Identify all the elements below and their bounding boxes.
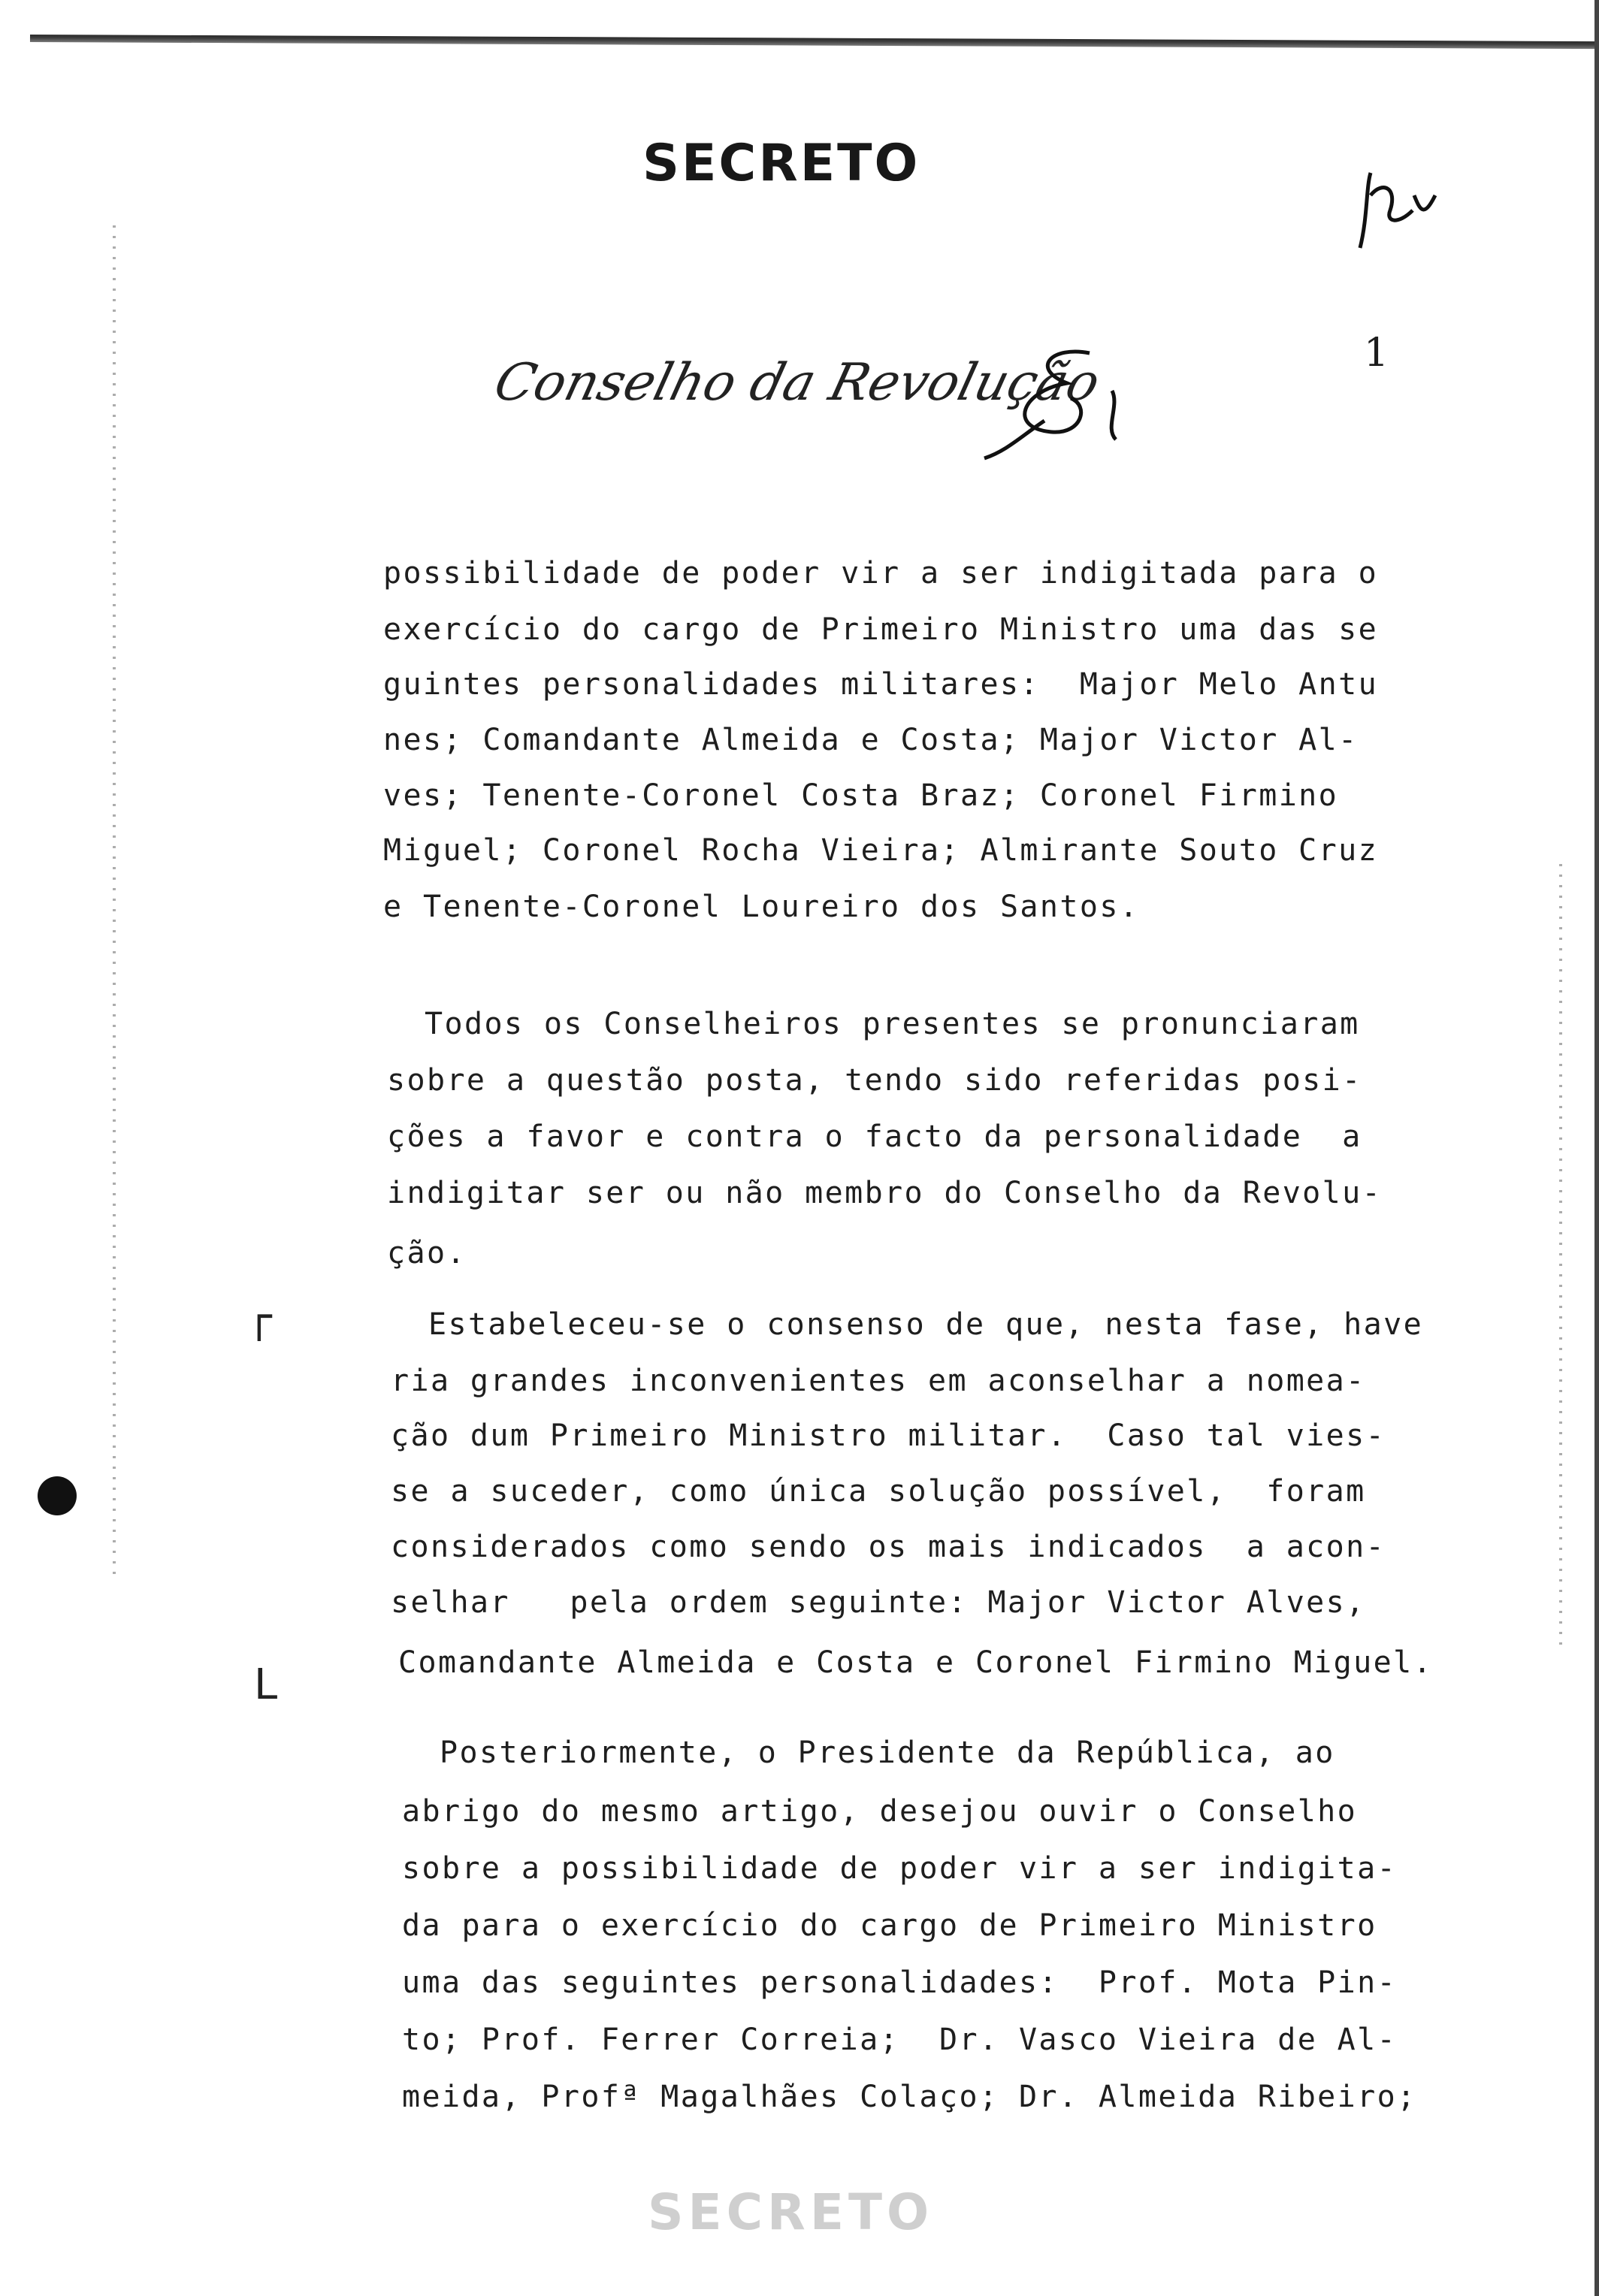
body-text-line: ves; Tenente-Coronel Costa Braz; Coronel Firmino [383,778,1339,813]
margin-bracket-close: L [254,1660,278,1709]
body-text-line: uma das seguintes personalidades: Prof. Mota Pin- [402,1965,1398,2000]
body-text-line: ria grandes inconvenientes em aconselhar a nomea- [391,1364,1366,1398]
body-text-line: da para o exercício do cargo de Primeiro Ministro [402,1908,1377,1943]
secret-stamp-header: SECRETO [642,134,920,193]
body-text-line: Miguel; Coronel Rocha Vieira; Almirante Souto Cruz [383,833,1379,868]
left-margin-perforation [113,225,116,1578]
body-text-line: meida, Profª Magalhães Colaço; Dr. Almeida Ribeiro; [402,2080,1417,2114]
secret-stamp-footer: SECRETO [648,2183,934,2241]
body-text-line: Todos os Conselheiros presentes se pronunciaram [425,1007,1360,1041]
body-text-line: nes; Comandante Almeida e Costa; Major Victor Al- [383,723,1359,757]
body-text-line: possibilidade de poder vir a ser indigitada para o [383,556,1379,591]
handwritten-initials [1353,165,1443,263]
body-text-line: considerados como sendo os mais indicados a acon- [391,1530,1386,1564]
body-text-line: sobre a questão posta, tendo sido referidas posi- [387,1063,1362,1098]
body-text-line: exercício do cargo de Primeiro Ministro uma das se [383,612,1379,647]
body-text-line: sobre a possibilidade de poder vir a ser indigita- [402,1851,1398,1886]
page-number: 1 [1364,331,1389,376]
letterhead-council: Conselho da Revolução [488,353,1106,412]
body-text-line: ções a favor e contra o facto da personalidade a [387,1119,1362,1154]
body-text-line: Posteriormente, o Presidente da República, ao [440,1736,1335,1770]
body-text-line: e Tenente-Coronel Loureiro dos Santos. [383,890,1140,924]
scan-top-edge [30,35,1599,49]
body-text-line: Estabeleceu-se o consenso de que, nesta fase, have [428,1307,1424,1342]
body-text-line: guintes personalidades militares: Major Melo Antu [383,667,1379,702]
body-text-line: abrigo do mesmo artigo, desejou ouvir o Conselho [402,1794,1358,1829]
body-text-line: to; Prof. Ferrer Correia; Dr. Vasco Vieira de Al- [402,2023,1398,2057]
right-margin-perforation [1559,864,1562,1653]
margin-bracket-open: ┌ [246,1292,272,1341]
handwritten-signature [939,338,1150,473]
punch-hole [38,1476,77,1515]
scan-right-edge [1594,0,1599,2296]
body-text-line: se a suceder, como única solução possível, foram [391,1474,1366,1509]
body-text-line: selhar pela ordem seguinte: Major Victor Alves, [391,1585,1366,1620]
body-text-line: Comandante Almeida e Costa e Coronel Firmino Miguel. [398,1645,1434,1680]
body-text-line: ção dum Primeiro Ministro militar. Caso tal vies- [391,1418,1386,1453]
body-text-line: ção. [387,1236,467,1270]
body-text-line: indigitar ser ou não membro do Conselho da Revolu- [387,1176,1383,1210]
